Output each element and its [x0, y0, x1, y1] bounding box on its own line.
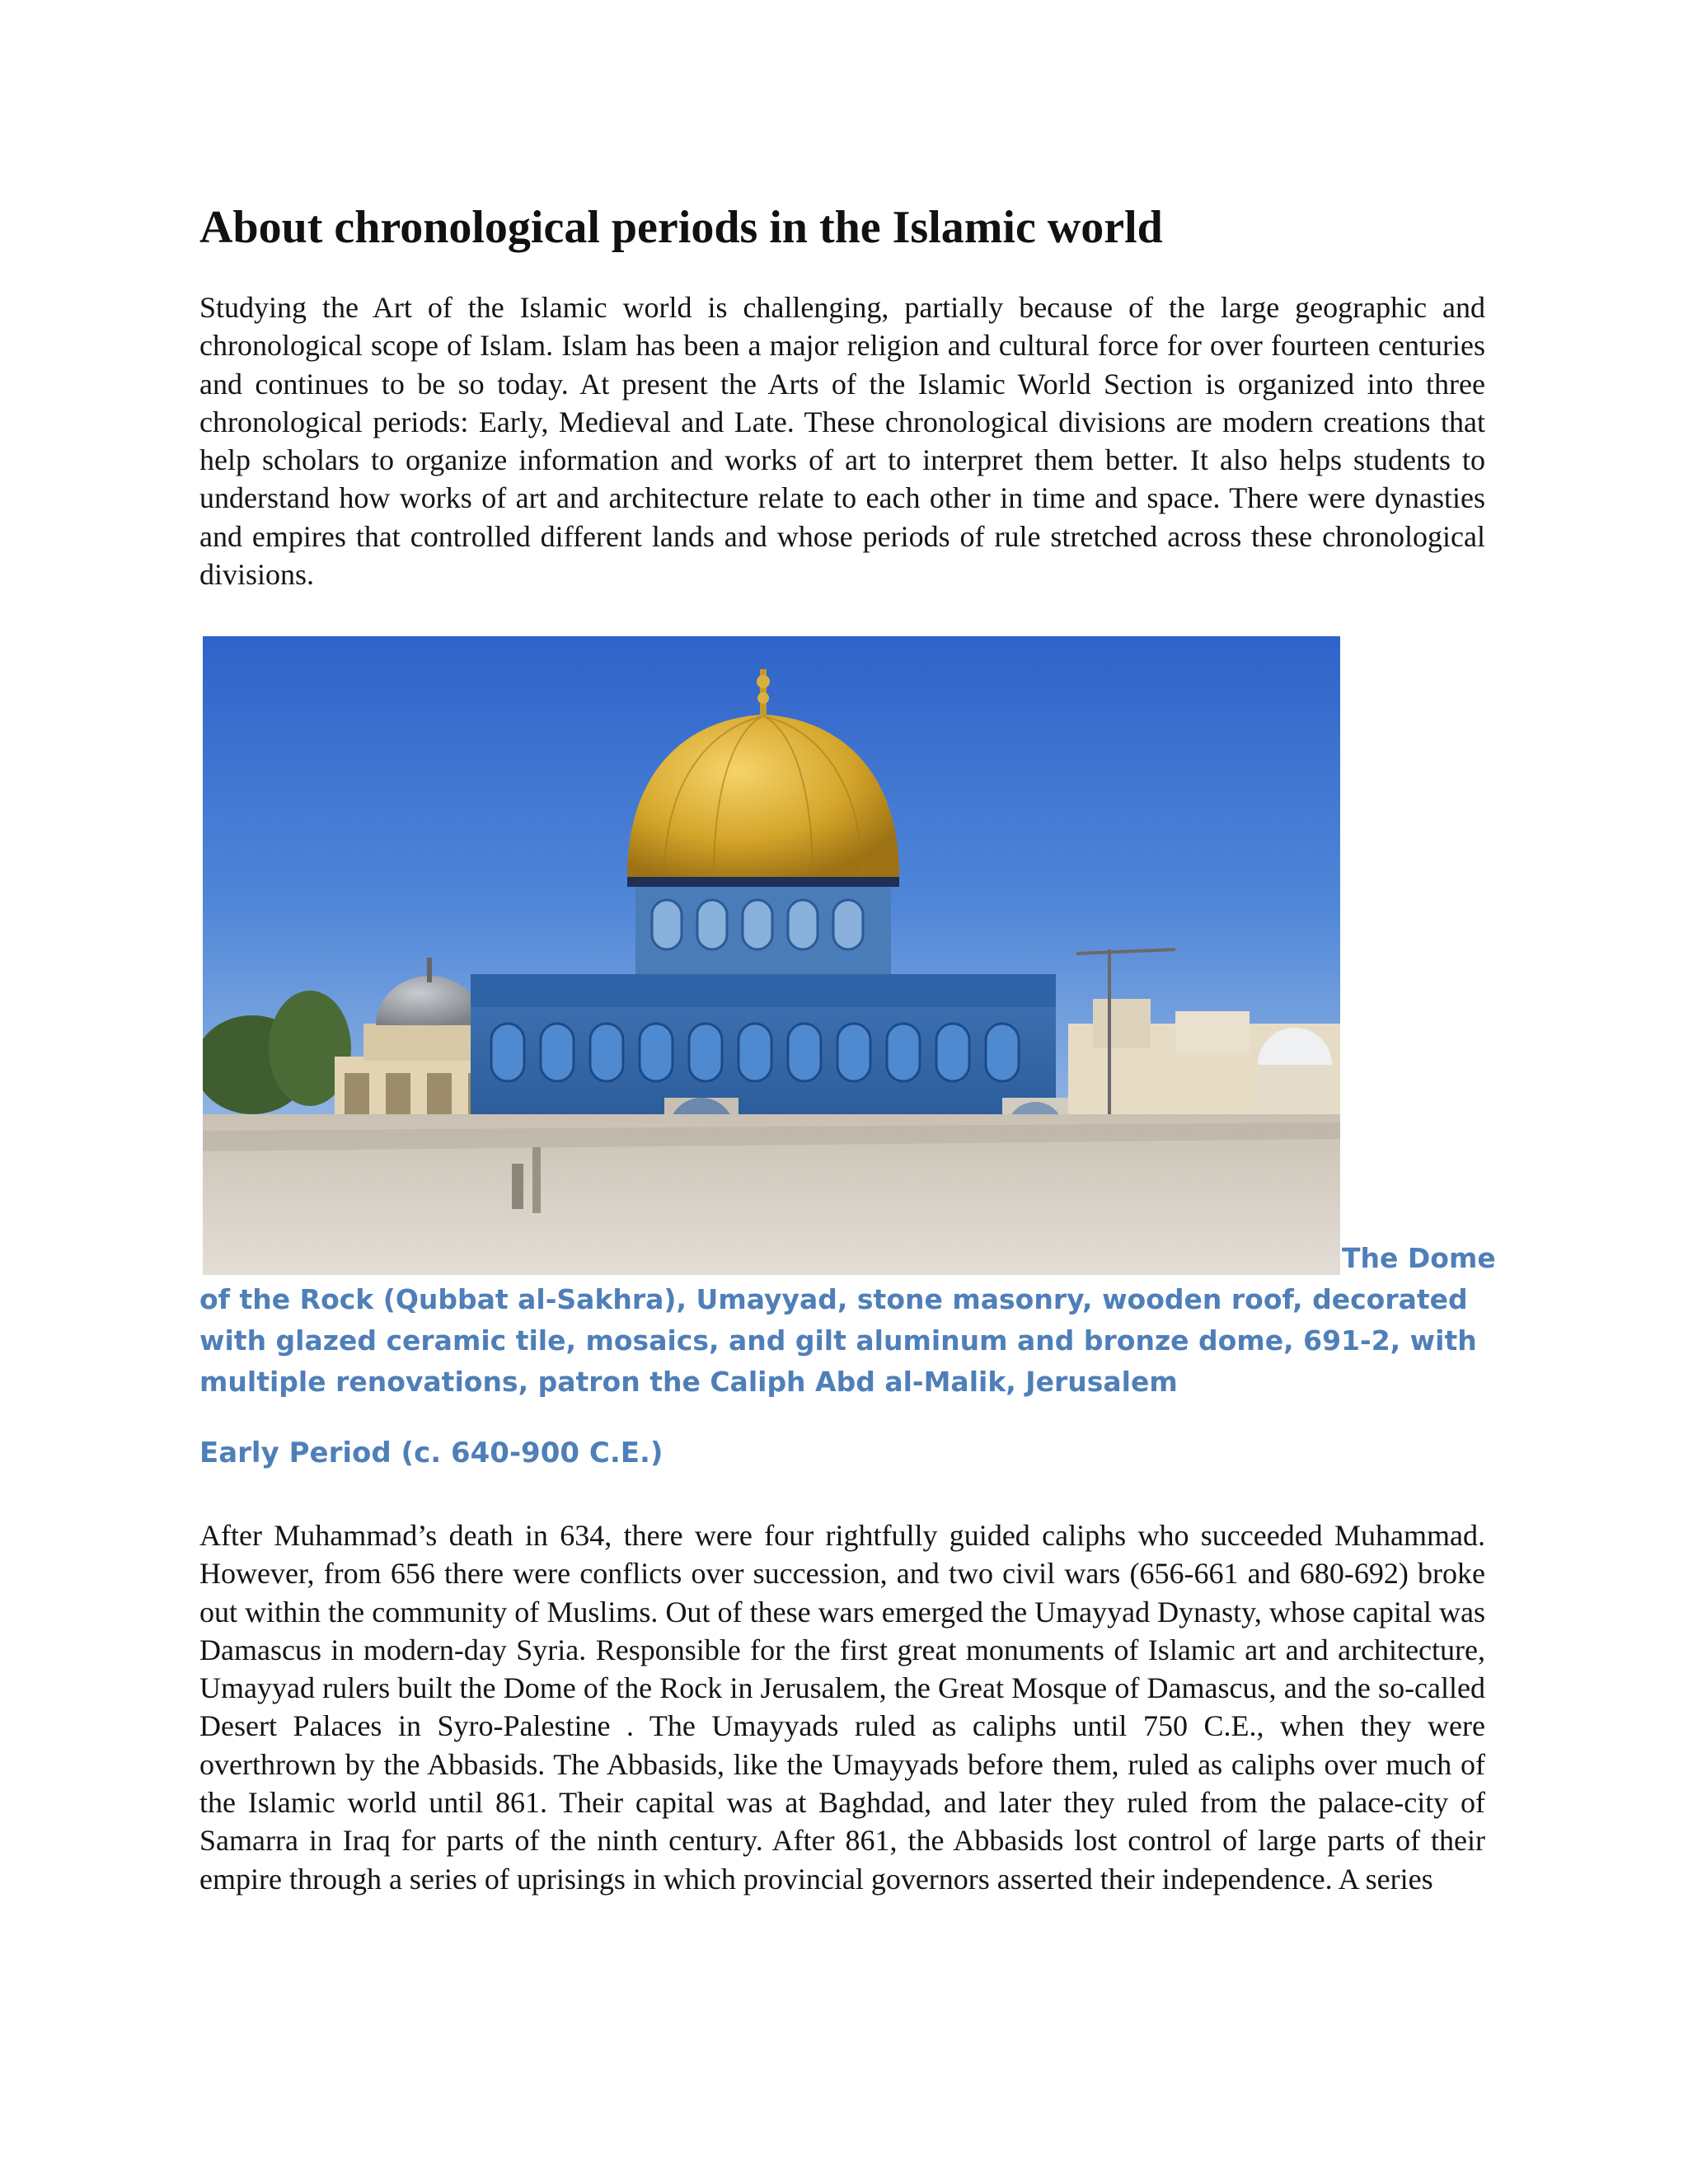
intro-paragraph: Studying the Art of the Islamic world is challenging, partially because of the large geographic and chronological scope of Islam. Islam has been a major religion and cultural force for over fourteen centuries and continues to be so today. At present the Arts of the Islamic World Section is organized into three chronological periods: Early, Medieval and Late. These chronological divisions are modern creations that help scholars to organize information and works of art to interpret them better. It also helps students to understand how works of art and architecture relate to each other in time and space. There were dynasties and empires that controlled different lands and whose periods of rule stretched across these chronological divisions. [199, 291, 1485, 592]
section-paragraph: After Muhammad’s death in 634, there were four rightfully guided caliphs who succeeded Muhammad. However, from 656 there were conflicts over succession, and two civil wars (656-661 and 680-692) broke out within the community of Muslims. Out of these wars emerged the Umayyad Dynasty, whose capital was Damascus in modern-day Syria. Responsible for the first great monuments of Islamic art and architecture, Umayyad rulers built the Dome of the Rock in Jerusalem, the Great Mosque of Damascus, and the so-called Desert Palaces in Syro-Palestine . The Umayyads ruled as caliphs until 750 C.E., when they were overthrown by the Abbasids. The Abbasids, like the Umayyads before them, ruled as caliphs over much of the Islamic world until 861. Their capital was at Baghdad, and later they ruled from the palace-city of Samarra in Iraq for parts of the ninth century. After 861, the Abbasids lost control of large parts of their empire through a series of uprisings in which provincial governors asserted their independence. A series [199, 1519, 1485, 1896]
dome-of-the-rock-photo [203, 636, 1340, 1275]
page-title: About chronological periods in the Islamic world [199, 202, 1163, 253]
caption-start: The Dome [1342, 1242, 1496, 1274]
document-page [199, 198, 1496, 1896]
section-heading: Early Period (c. 640-900 C.E.) [199, 1436, 663, 1469]
caption-rest: of the Rock (Qubbat al-Sakhra), Umayyad, stone masonry, wooden roof, decorated with glazed ceramic tile, mosaics, and gilt aluminum and bronze dome, 691-2, with multiple renovations, patron the Caliph Abd al-Malik, Jerusalem [199, 1283, 1477, 1398]
